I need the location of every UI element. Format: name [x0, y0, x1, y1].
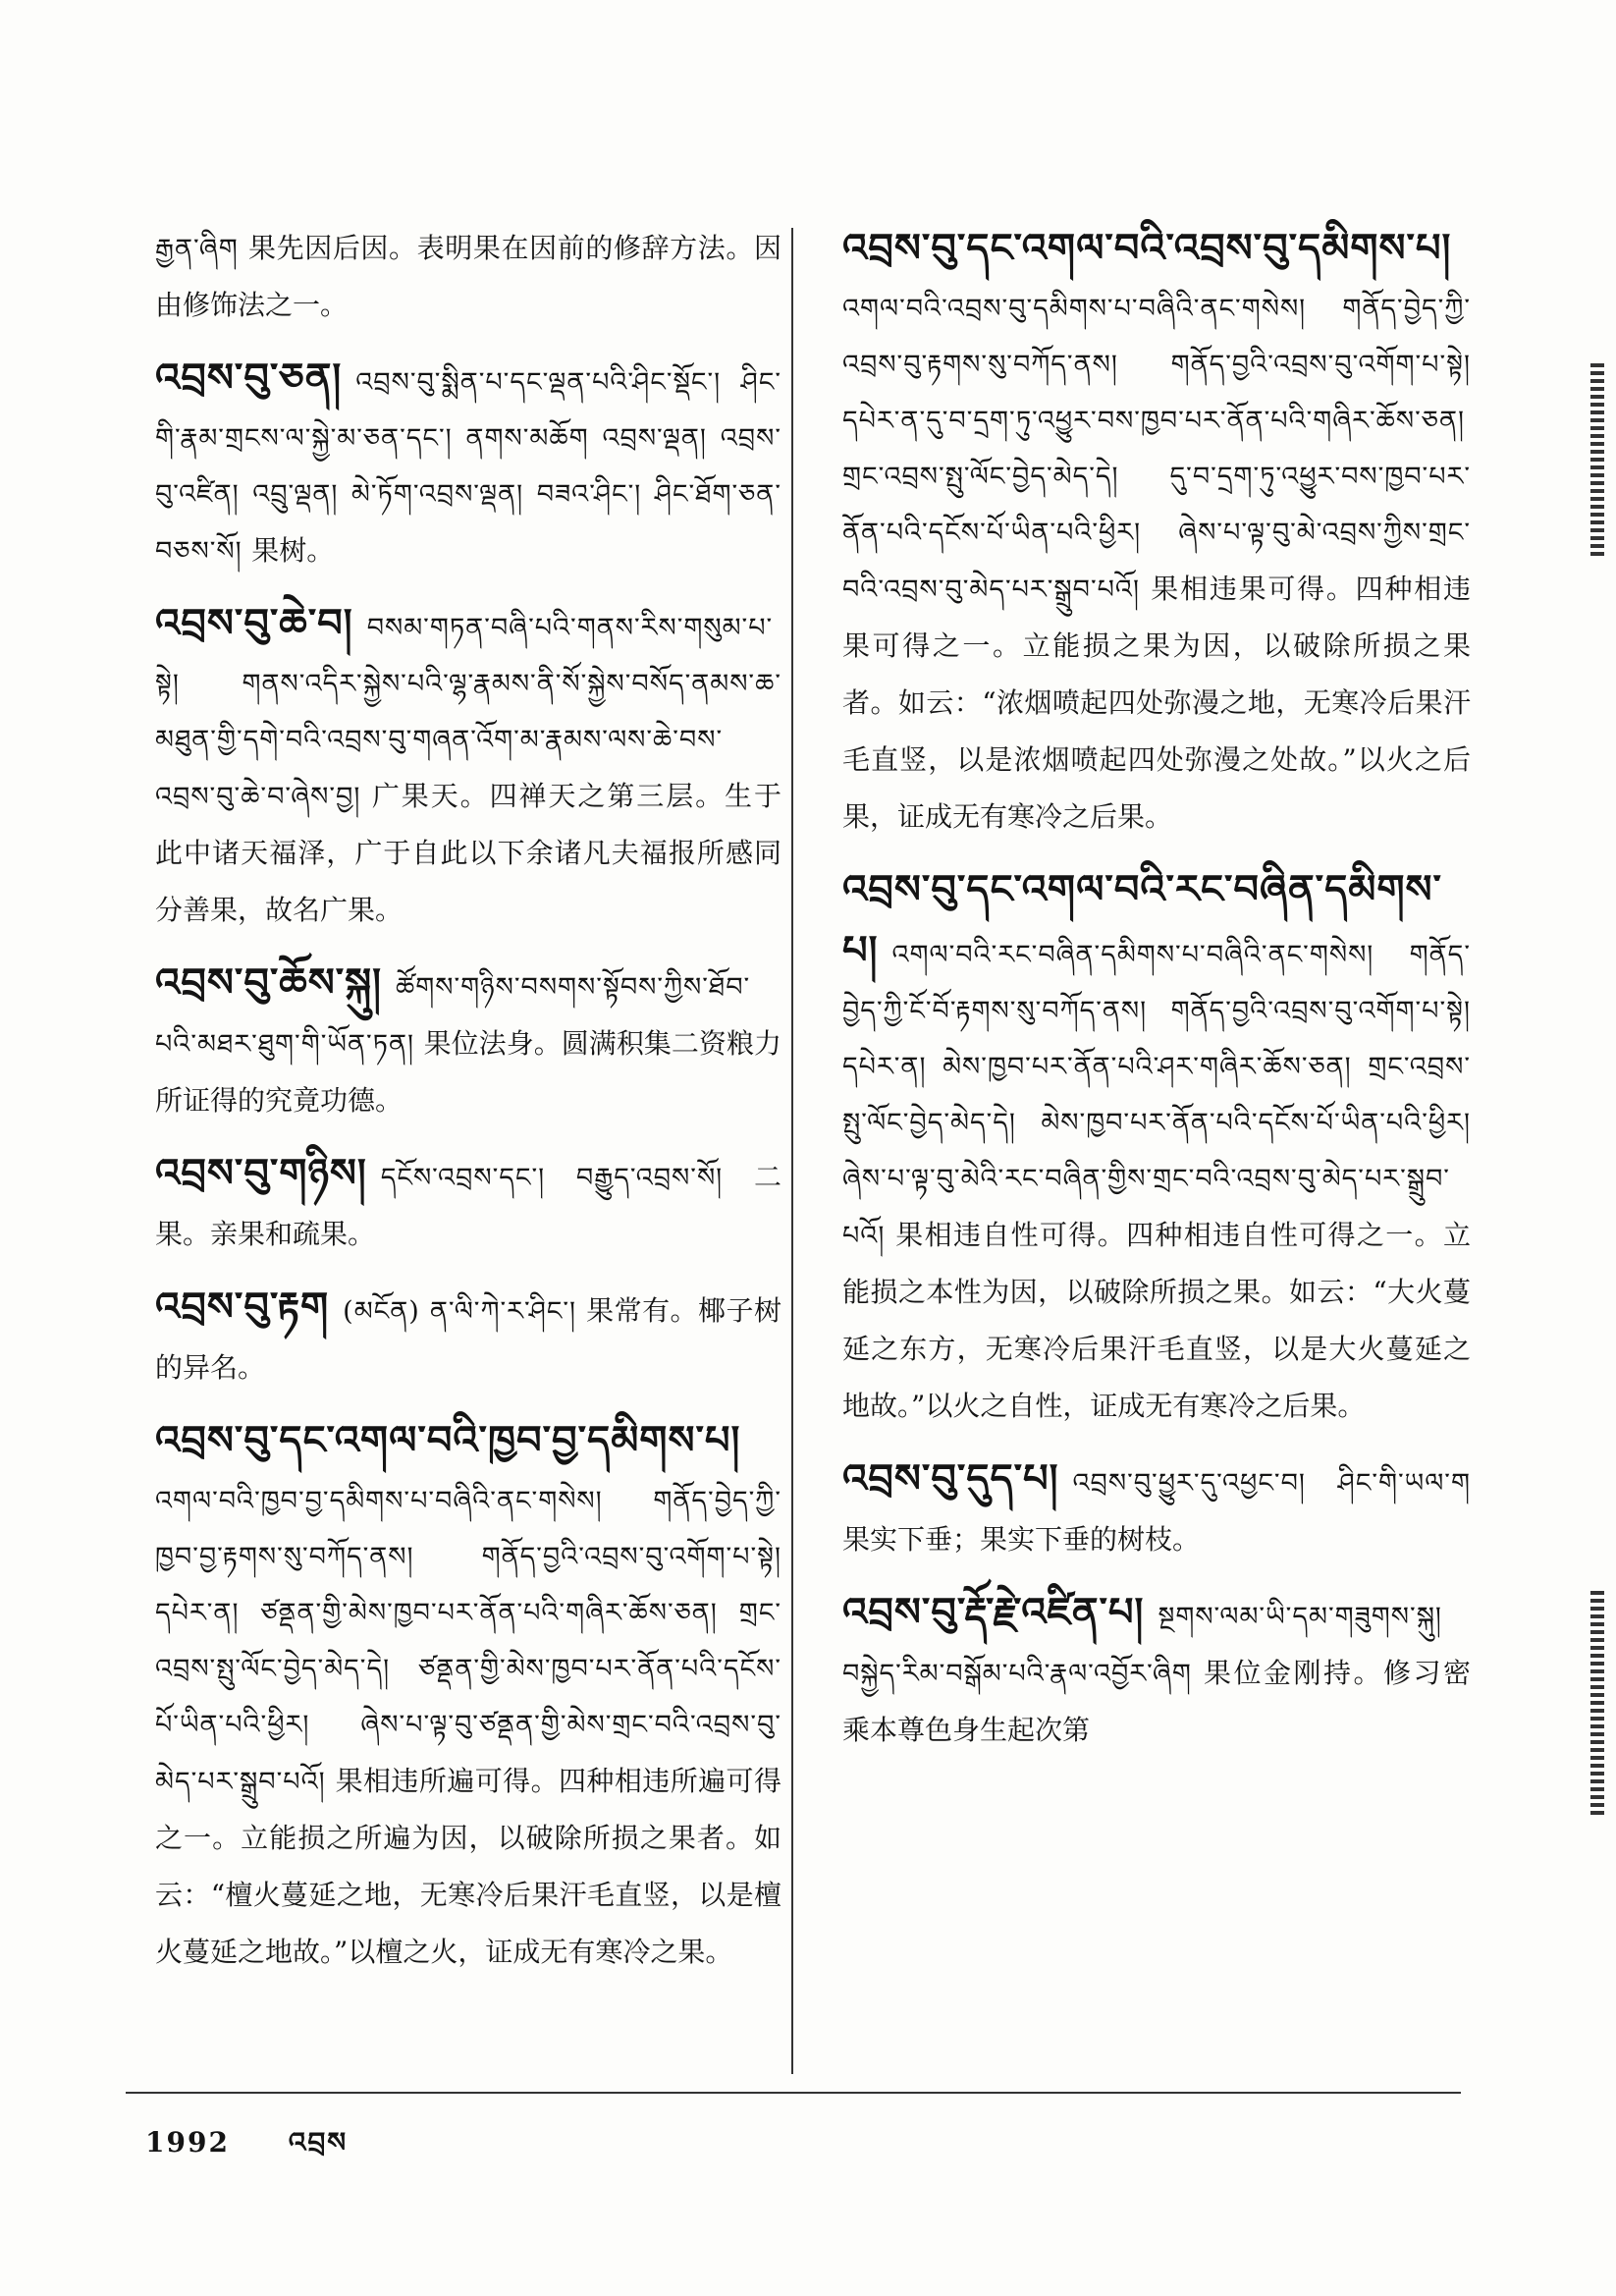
running-head: འབྲས — [288, 2126, 349, 2159]
entry-chinese-definition: 果位法身。圆满积集二资粮力所证得的究竟功德。 — [155, 1027, 781, 1117]
dictionary-entry — [155, 957, 781, 1131]
entry-tibetan-definition: འབྲས་བུ་སྨིན་པ་དང་ལྡན་པའི་ཤིང་སྡོང་། ཤིང་གི་རྣམ་གྲངས་ལ་སྐྱེ་མ་ཅན་དང་། ནགས་མཆོག འབྲས་ལྡན། འབྲས་བུ་འཛིན། འབྲུ་ལྡན། མེ་ཏོག་འབྲས་ལྡན། བཟའ་ཤིང་། ཤིང་ཐོག་ཅན་བཅས་སོ། — [155, 367, 781, 567]
dictionary-entry — [155, 222, 781, 336]
entry-headword: འབྲས་བུ་རྡོ་རྗེ་འཛིན་པ། — [842, 1589, 1145, 1635]
entry-headword: འབྲས་བུ་དང་འགལ་བའི་འབྲས་བུ་དམིགས་པ། — [842, 225, 1452, 271]
entry-headword: འབྲས་བུ་དུད་པ། — [842, 1455, 1059, 1502]
entry-headword: འབྲས་བུ་དང་འགལ་བའི་རང་བཞིན་དམིགས་པ། — [842, 866, 1442, 973]
entry-headword: འབྲས་བུ་ཆོས་སྐུ། — [155, 959, 383, 1006]
entry-headword: འབྲས་བུ་ཆེ་བ། — [155, 600, 353, 646]
entry-tibetan-definition: དངོས་འབྲས་དང་། བརྒྱུད་འབྲས་སོ། — [380, 1163, 754, 1193]
dictionary-entry — [842, 222, 1471, 847]
entry-chinese-definition: 二果。亲果和疏果。 — [155, 1161, 781, 1250]
entry-tibetan-definition: འགལ་བའི་ཁྱབ་བྱ་དམིགས་པ་བཞིའི་ནང་གསེས། གནོད་བྱེད་ཀྱི་ཁྱབ་བྱ་རྟགས་སུ་བཀོད་ནས། གནོད་བྱའི་འབྲས་བུ་འགོག་པ་སྟེ། དཔེར་ན། ཙནྡན་གྱི་མེས་ཁྱབ་པར་ནོན་པའི་གཞིར་ཆོས་ཅན། གྲང་འབྲས་སྤུ་ལོང་བྱེད་མེད་དེ། ཙནྡན་གྱི་མེས་ཁྱབ་པར་ནོན་པའི་དངོས་པོ་ཡིན་པའི་ཕྱིར། ཞེས་པ་ལྟ་བུ་ཙནྡན་གྱི་མེས་གྲང་བའི་འབྲས་བུ་མེད་པར་སྒྲུབ་པའོ། — [155, 1486, 781, 1797]
entry-chinese-definition: 果常有。椰子树的异名。 — [155, 1294, 781, 1384]
entry-headword: འབྲས་བུ་རྟག — [155, 1284, 330, 1330]
entry-tibetan-definition: འགལ་བའི་འབྲས་བུ་དམིགས་པ་བཞིའི་ནང་གསེས། གནོད་བྱེད་ཀྱི་འབྲས་བུ་རྟགས་སུ་བཀོད་ནས། གནོད་བྱའི་འབྲས་བུ་འགོག་པ་སྟེ། དཔེར་ན་དུ་བ་དྲག་ཏུ་འཕྱུར་བས་ཁྱབ་པར་ནོན་པའི་གཞིར་ཆོས་ཅན། གྲང་འབྲས་སྤུ་ལོང་བྱེད་མེད་དེ། དུ་བ་དྲག་ཏུ་འཕྱུར་བས་ཁྱབ་པར་ནོན་པའི་དངོས་པོ་ཡིན་པའི་ཕྱིར། ཞེས་པ་ལྟ་བུ་མེ་འབྲས་ཀྱིས་གྲང་བའི་འབྲས་བུ་མེད་པར་སྒྲུབ་པའོ། — [842, 294, 1471, 605]
dictionary-entry — [155, 352, 781, 581]
entry-tibetan-definition: སྔགས་ལམ་ཡི་དམ་གཟུགས་སྐུ། བསྐྱེད་རིམ་བསྒོམ་པའི་རྣལ་འབྱོར་ཞིག — [842, 1602, 1442, 1689]
entry-chinese-definition: 果实下垂；果实下垂的树枝。 — [842, 1523, 1201, 1556]
entry-chinese-definition: 果相违果可得。四种相违果可得之一。立能损之果为因，以破除所损之果者。如云：“浓烟喷起四处弥漫之地，无寒冷后果汗毛直竖，以是浓烟喷起四处弥漫之处故。”以火之后果，证成无有寒冷之后果。 — [842, 573, 1471, 833]
entry-tibetan-definition: འབྲས་བུ་ཕྱུར་དུ་འཕྱང་བ། ཤིང་གི་ཡལ་ག — [1072, 1468, 1471, 1499]
page-footer — [145, 2111, 395, 2189]
dictionary-entry — [155, 1414, 781, 1983]
entry-tibetan-definition: རྒྱན་ཞིག — [155, 234, 248, 264]
entry-chinese-definition: 果位金刚持。修习密乘本尊色身生起次第 — [842, 1657, 1471, 1746]
dictionary-entry — [155, 1281, 781, 1398]
right-column — [842, 222, 1471, 1777]
left-column — [155, 222, 781, 1998]
entry-chinese-definition: 果相违自性可得。四种相违自性可得之一。立能损之本性为因，以破除所损之果。如云：“大火蔓延之东方，无寒冷后果汗毛直竖，以是大火蔓延之地故。”以火之自性，证成无有寒冷之后果。 — [842, 1219, 1471, 1422]
entry-headword: འབྲས་བུ་ཅན། — [155, 355, 343, 401]
entry-headword: འབྲས་བུ་དང་འགལ་བའི་ཁྱབ་བྱ་དམིགས་པ། — [155, 1417, 741, 1463]
page-number: 1992 — [145, 2126, 230, 2159]
dictionary-entry — [842, 1452, 1471, 1570]
edge-marks — [1590, 1591, 1604, 1817]
entry-chinese-definition: 果先因后因。表明果在因前的修辞方法。因由修饰法之一。 — [155, 232, 781, 321]
entry-tibetan-definition: འགལ་བའི་རང་བཞིན་དམིགས་པ་བཞིའི་ནང་གསེས། གནོད་བྱེད་ཀྱི་ངོ་བོ་རྟགས་སུ་བཀོད་ནས། གནོད་བྱའི་འབྲས་བུ་འགོག་པ་སྟེ། དཔེར་ན། མེས་ཁྱབ་པར་ནོན་པའི་ཤར་གཞིར་ཆོས་ཅན། གྲང་འབྲས་སྤུ་ལོང་བྱེད་མེད་དེ། མེས་ཁྱབ་པར་ནོན་པའི་དངོས་པོ་ཡིན་པའི་ཕྱིར། ཞེས་པ་ལྟ་བུ་མེའི་རང་བཞིན་གྱིས་གྲང་བའི་འབྲས་བུ་མེད་པར་སྒྲུབ་པའོ། — [842, 940, 1471, 1251]
dictionary-entry — [842, 863, 1471, 1437]
dictionary-entry — [842, 1586, 1471, 1761]
entry-headword: འབྲས་བུ་གཉིས། — [155, 1150, 367, 1196]
column-divider — [791, 228, 793, 2074]
edge-marks — [1590, 363, 1604, 560]
entry-tibetan-definition: (མངོན) ན་ལི་ཀེ་ར་ཤིང་། — [343, 1296, 587, 1327]
footer-rule — [126, 2092, 1461, 2094]
entry-chinese-definition: 果树。 — [251, 534, 335, 567]
entry-tibetan-definition: ཚོགས་གཉིས་བསགས་སྟོབས་ཀྱིས་ཐོབ་པའི་མཐར་ཐུག་གི་ཡོན་ཏན། — [155, 972, 751, 1060]
entry-chinese-definition: 广果天。四禅天之第三层。生于此中诸天福泽，广于自此以下余诸凡夫福报所感同分善果，故名广果。 — [155, 780, 781, 926]
entry-tibetan-definition: བསམ་གཏན་བཞི་པའི་གནས་རིས་གསུམ་པ་སྟེ། གནས་འདིར་སྐྱེས་པའི་ལྷ་རྣམས་ནི་སོ་སྐྱེས་བསོད་ནམས་ཆ་མཐུན་གྱི་དགེ་བའི་འབྲས་བུ་གཞན་འོག་མ་རྣམས་ལས་ཆེ་བས་འབྲས་བུ་ཆེ་བ་ཞེས་བྱ། — [155, 613, 781, 812]
entry-chinese-definition: 果相违所遍可得。四种相违所遍可得之一。立能损之所遍为因，以破除所损之果者。如云：“檀火蔓延之地，无寒冷后果汗毛直竖，以是檀火蔓延之地故。”以檀之火，证成无有寒冷之果。 — [155, 1765, 781, 1968]
dictionary-entry — [155, 597, 781, 941]
dictionary-entry — [155, 1147, 781, 1265]
